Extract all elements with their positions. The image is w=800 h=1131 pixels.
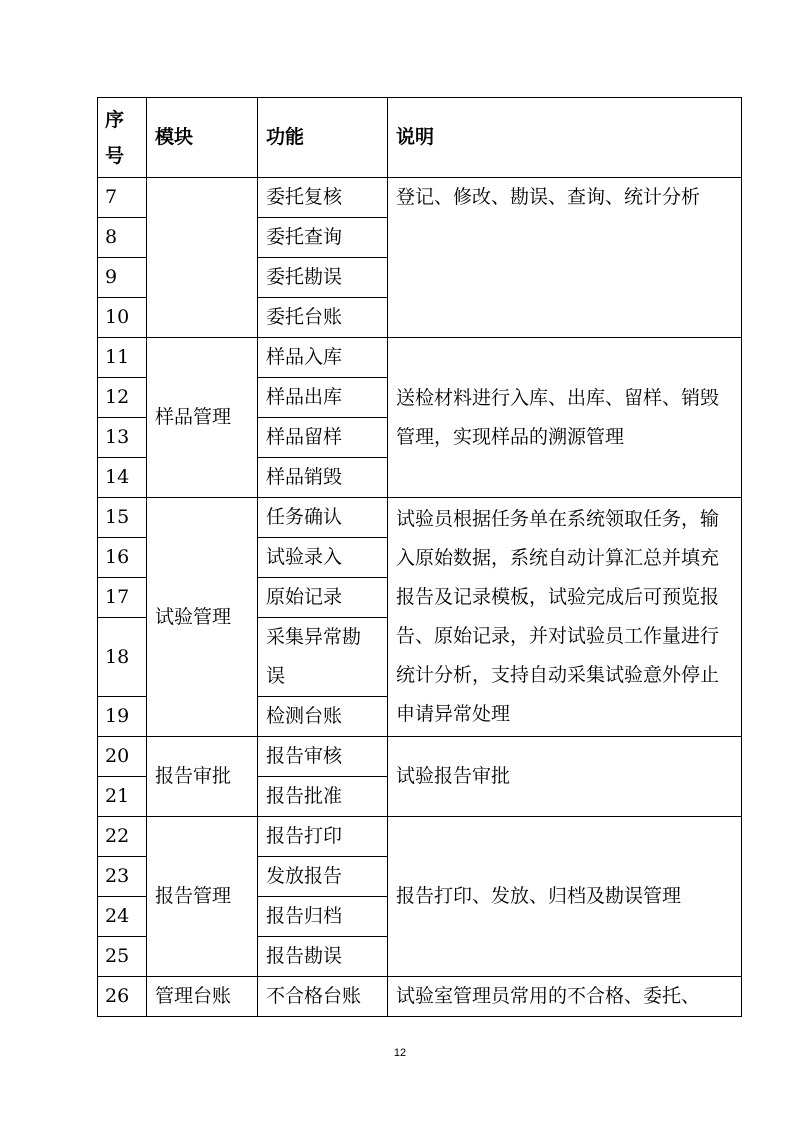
header-description: 说明 bbox=[388, 98, 742, 178]
row-number: 14 bbox=[98, 458, 147, 498]
row-number: 25 bbox=[98, 937, 147, 977]
header-seq: 序号 bbox=[98, 98, 147, 178]
function-cell: 报告批准 bbox=[258, 777, 388, 817]
function-table bbox=[97, 97, 742, 1017]
description-cell: 登记、修改、勘误、查询、统计分析 bbox=[388, 178, 742, 338]
function-cell: 委托勘误 bbox=[258, 258, 388, 298]
function-cell: 样品出库 bbox=[258, 378, 388, 418]
row-number: 20 bbox=[98, 737, 147, 777]
function-cell: 委托查询 bbox=[258, 218, 388, 258]
function-cell: 委托台账 bbox=[258, 298, 388, 338]
module-cell: 试验管理 bbox=[147, 498, 258, 737]
function-cell: 任务确认 bbox=[258, 498, 388, 538]
page-number: 12 bbox=[393, 1047, 407, 1059]
row-number: 10 bbox=[98, 298, 147, 338]
row-number: 7 bbox=[98, 178, 147, 218]
row-number: 17 bbox=[98, 578, 147, 618]
description-cell: 报告打印、发放、归档及勘误管理 bbox=[388, 817, 742, 977]
function-cell: 样品入库 bbox=[258, 338, 388, 378]
row-number: 16 bbox=[98, 538, 147, 578]
row-number: 26 bbox=[98, 977, 147, 1017]
function-cell: 采集异常勘误 bbox=[258, 618, 388, 697]
row-number: 15 bbox=[98, 498, 147, 538]
function-cell: 发放报告 bbox=[258, 857, 388, 897]
header-module: 模块 bbox=[147, 98, 258, 178]
row-number: 13 bbox=[98, 418, 147, 458]
function-cell: 试验录入 bbox=[258, 538, 388, 578]
module-cell bbox=[147, 178, 258, 338]
description-cell: 试验报告审批 bbox=[388, 737, 742, 817]
table-row bbox=[98, 737, 742, 777]
function-cell: 报告归档 bbox=[258, 897, 388, 937]
function-cell: 报告打印 bbox=[258, 817, 388, 857]
header-function: 功能 bbox=[258, 98, 388, 178]
table-row bbox=[98, 498, 742, 538]
function-cell: 不合格台账 bbox=[258, 977, 388, 1017]
header-row bbox=[98, 98, 742, 178]
row-number: 11 bbox=[98, 338, 147, 378]
function-cell: 样品销毁 bbox=[258, 458, 388, 498]
table-row bbox=[98, 338, 742, 378]
module-cell: 报告管理 bbox=[147, 817, 258, 977]
row-number: 22 bbox=[98, 817, 147, 857]
function-cell: 样品留样 bbox=[258, 418, 388, 458]
row-number: 18 bbox=[98, 618, 147, 697]
module-cell: 样品管理 bbox=[147, 338, 258, 498]
description-cell: 试验室管理员常用的不合格、委托、 bbox=[388, 977, 742, 1017]
table-row bbox=[98, 178, 742, 218]
function-cell: 报告勘误 bbox=[258, 937, 388, 977]
table-row bbox=[98, 977, 742, 1017]
row-number: 19 bbox=[98, 697, 147, 737]
function-cell: 委托复核 bbox=[258, 178, 388, 218]
row-number: 24 bbox=[98, 897, 147, 937]
module-cell: 报告审批 bbox=[147, 737, 258, 817]
description-cell: 送检材料进行入库、出库、留样、销毁管理，实现样品的溯源管理 bbox=[388, 338, 742, 498]
row-number: 12 bbox=[98, 378, 147, 418]
function-cell: 检测台账 bbox=[258, 697, 388, 737]
table-row bbox=[98, 817, 742, 857]
module-cell: 管理台账 bbox=[147, 977, 258, 1017]
function-cell: 原始记录 bbox=[258, 578, 388, 618]
row-number: 9 bbox=[98, 258, 147, 298]
row-number: 21 bbox=[98, 777, 147, 817]
description-cell: 试验员根据任务单在系统领取任务，输入原始数据，系统自动计算汇总并填充报告及记录模板，试验完成后可预览报告、原始记录，并对试验员工作量进行统计分析，支持自动采集试验意外停止申请异常处理 bbox=[388, 498, 742, 737]
row-number: 23 bbox=[98, 857, 147, 897]
function-cell: 报告审核 bbox=[258, 737, 388, 777]
row-number: 8 bbox=[98, 218, 147, 258]
